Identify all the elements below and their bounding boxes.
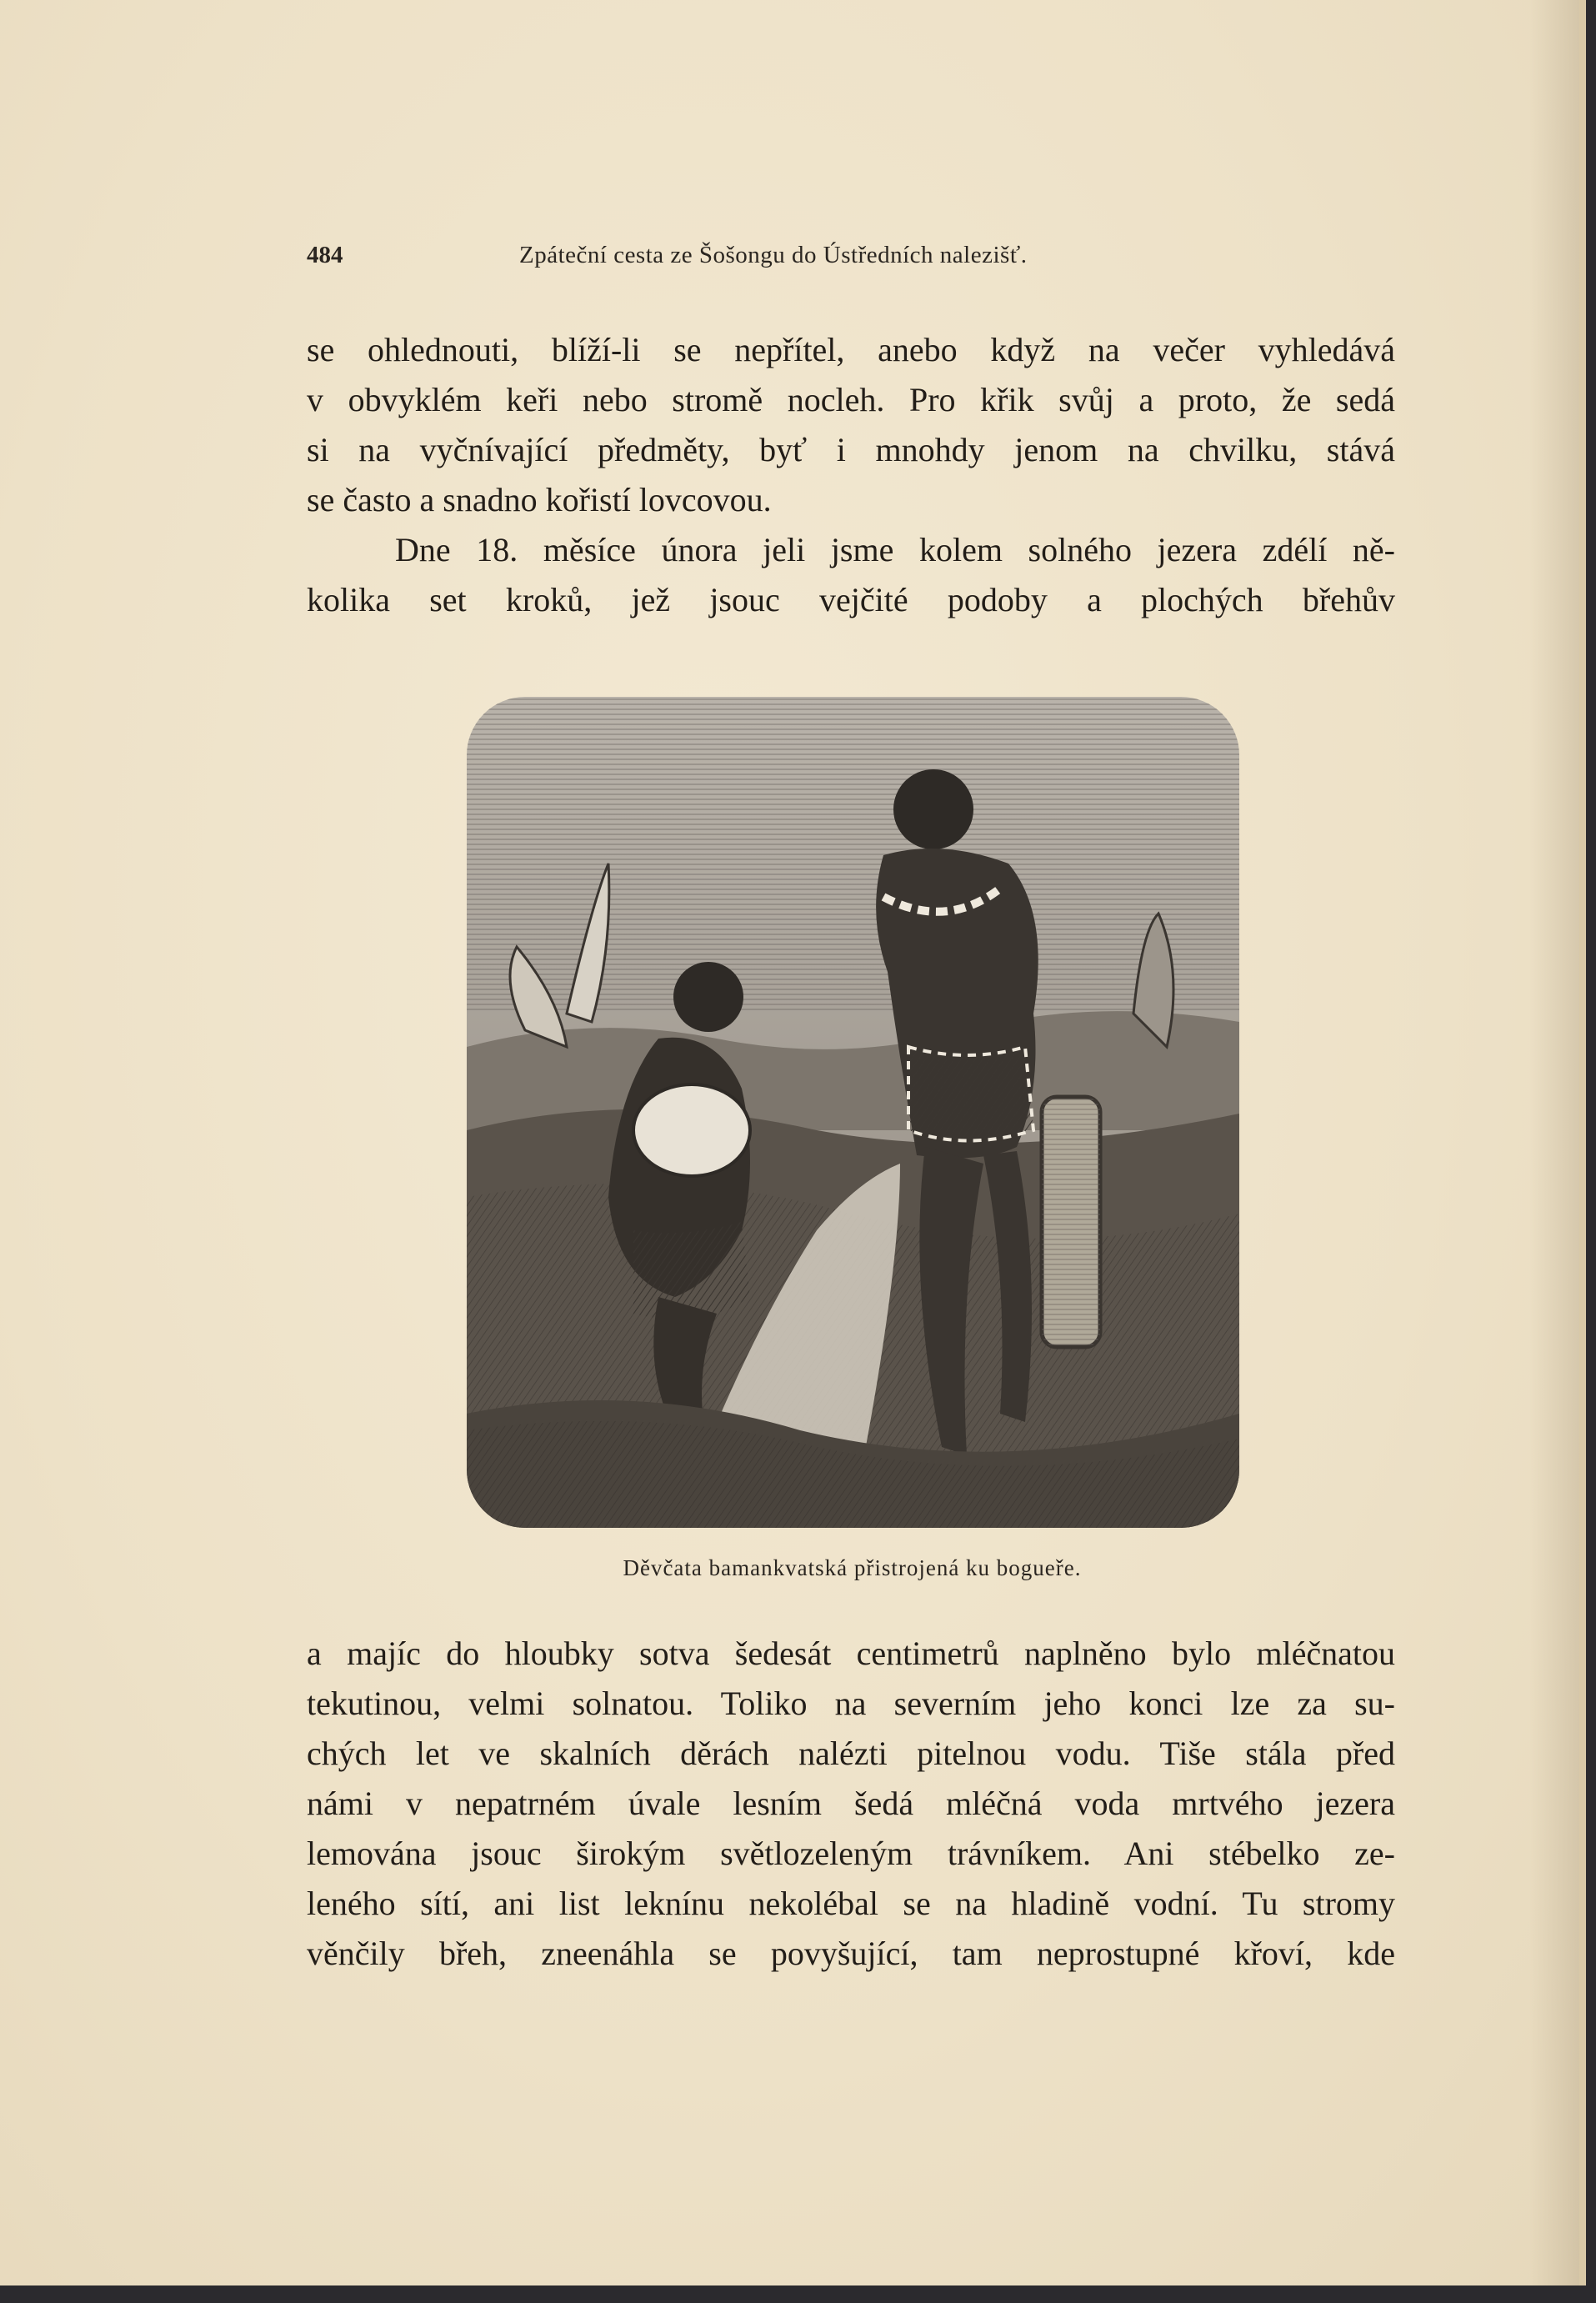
page-edge-shadow [1529,0,1579,2285]
engraving-image [467,697,1239,1528]
text-line: a majíc do hloubky sotva šedesát centimetrů naplněno bylo mléčnatou [307,1635,1395,1672]
text-line: leného sítí, ani list leknínu nekolébal se na hladině vodní. Tu stromy [307,1885,1395,1922]
text-line: námi v nepatrném úvale lesním šedá mléčná voda mrtvého jezera [307,1785,1395,1822]
running-head: Zpáteční cesta ze Šošongu do Ústředních nalezišť. [519,242,1028,268]
text-line: lemována jsouc širokým světlozeleným trávníkem. Ani stébelko ze- [307,1835,1395,1872]
text-line: se ohlednouti, blíží-li se nepřítel, anebo když na večer vyhledává [307,331,1395,368]
page-number: 484 [307,242,343,268]
paragraph-2 [307,525,1395,625]
text-line: Dne 18. měsíce února jeli jsme kolem solného jezera zdélí ně- [395,531,1395,568]
text-line: v obvyklém keři nebo stromě nocleh. Pro křik svůj a proto, že sedá [307,381,1395,418]
engraving-illustration [467,697,1239,1528]
paragraph-1 [307,325,1395,525]
figure-caption: Děvčata bamankvatská přistrojená ku bogueře. [623,1555,1082,1580]
text-line: tekutinou, velmi solnatou. Toliko na severním jeho konci lze za su- [307,1685,1395,1722]
text-line: chých let ve skalních děrách nalézti pitelnou vodu. Tiše stála před [307,1735,1395,1772]
paragraph-3 [307,1629,1395,1979]
text-line: věnčily břeh, zneenáhla se povyšující, tam neprostupné křoví, kde [307,1935,1395,1972]
text-line: kolika set kroků, jež jsouc vejčité podoby a plochých břehův [307,581,1395,618]
text-line: se často a snadno kořistí lovcovou. [307,481,772,518]
text-line: si na vyčnívající předměty, byť i mnohdy jenom na chvilku, stává [307,431,1395,468]
